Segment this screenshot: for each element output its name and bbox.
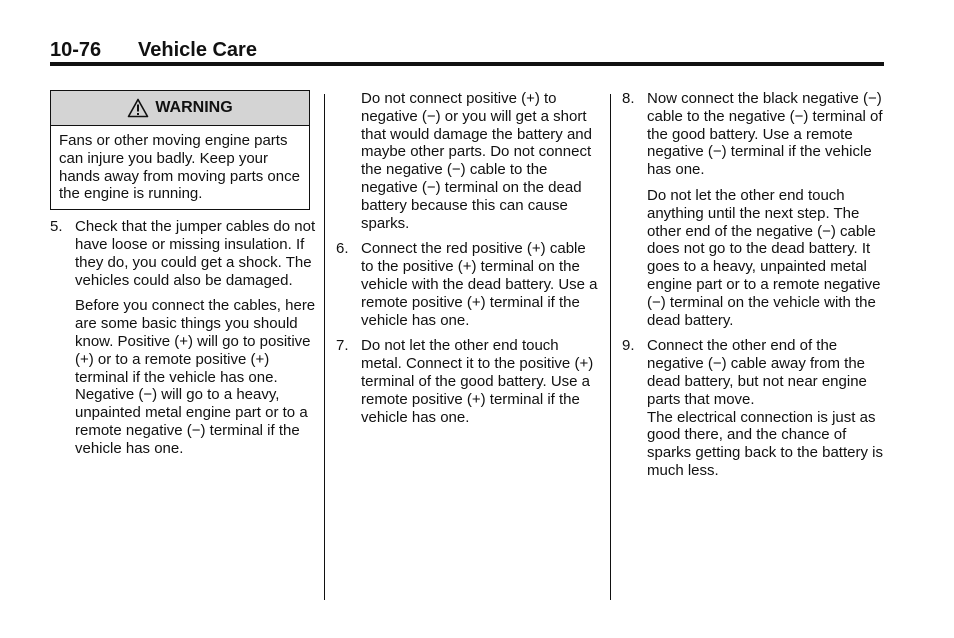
warning-text: Fans or other moving engine parts can injure you badly. Keep your hands away from moving parts once the engine is running.	[59, 132, 300, 203]
item-text: Do not let the other end touch metal. Connect it to the positive (+) terminal of the good battery. Use a remote positive (+) terminal if the vehicle has one.	[361, 337, 594, 426]
header-rule	[50, 62, 884, 66]
list-item-6	[336, 240, 602, 329]
column-divider-1	[324, 94, 325, 600]
item-text-continued: The electrical connection is just as good there, and the chance of sparks getting back to the battery is much less.	[647, 408, 883, 479]
item-text: Connect the other end of the negative (−) cable away from the dead battery, but not near engine parts that move.	[647, 337, 867, 408]
list-item-7	[336, 337, 602, 426]
column-2	[336, 90, 602, 434]
item-text: Connect the red positive (+) cable to the positive (+) terminal on the vehicle with the dead battery. Use a remote positive (+) terminal if the vehicle has one.	[361, 240, 598, 329]
item-text: Check that the jumper cables do not have loose or missing insulation. If they do, you could get a shock. The vehicles could also be damaged.	[75, 218, 316, 289]
page-header	[50, 38, 884, 62]
warning-header	[51, 91, 309, 126]
item-5-paragraph: Before you connect the cables, here are some basic things you should know. Positive (+) will go to positive (+) or to a remote positive (+) terminal if the vehicle has one. Negative (−) will go to a heavy, unpainted metal engine part or to a remote negative (−) terminal if the vehicle has one.	[75, 297, 316, 457]
item-number: 9.	[622, 337, 635, 355]
continued-paragraph: Do not connect positive (+) to negative (−) or you will get a short that would damage the battery and maybe other parts. Do not connect the negative (−) cable to the negative (−) terminal on the dead battery because this can cause sparks.	[361, 90, 592, 232]
item-number: 5.	[50, 218, 63, 236]
item-number: 6.	[336, 240, 349, 258]
column-1	[50, 90, 318, 466]
section-title: Vehicle Care	[138, 39, 257, 61]
warning-box	[50, 90, 310, 210]
list-item-9	[622, 337, 884, 479]
page-number: 10-76	[50, 39, 102, 61]
item-8-paragraph: Do not let the other end touch anything until the next step. The other end of the negative (−) cable does not go to the dead battery. It goes to a heavy, unpainted metal engine part or to a remote negative (−) terminal on the vehicle with the dead battery.	[647, 186, 881, 329]
warning-title: WARNING	[155, 99, 233, 117]
column-divider-2	[610, 94, 611, 600]
item-text: Now connect the black negative (−) cable to the negative (−) terminal of the good battery. Use a remote negative (−) terminal if the vehicle has one.	[647, 90, 883, 179]
list-item-8	[622, 90, 884, 179]
list-item-5	[50, 218, 318, 289]
item-number: 7.	[336, 337, 349, 355]
item-number: 8.	[622, 90, 635, 107]
column-3	[622, 90, 884, 488]
warning-triangle-icon	[127, 98, 149, 118]
